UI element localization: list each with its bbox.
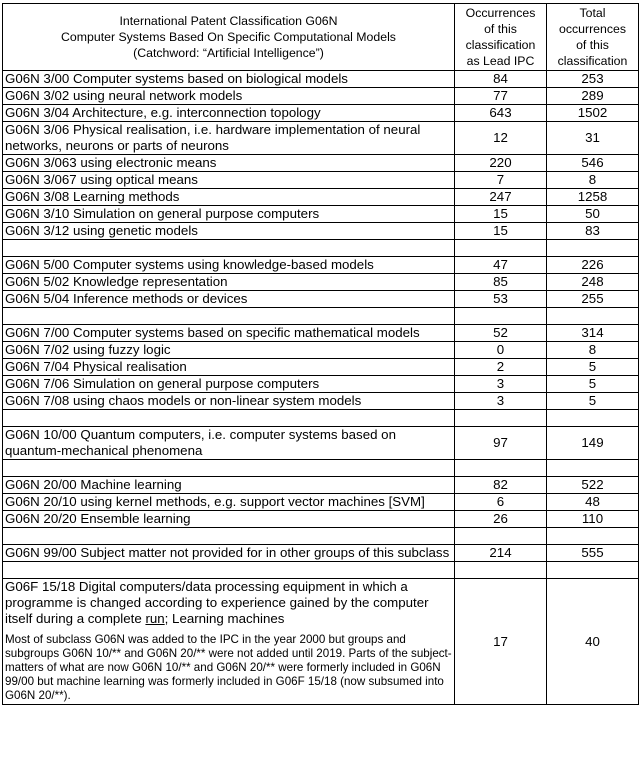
- final-row-main-text: [5, 579, 452, 627]
- row-desc: G06N 10/00 Quantum computers, i.e. computer systems based on quantum-mechanical phenomena: [3, 427, 455, 460]
- spacer-cell: [455, 460, 547, 477]
- row-desc: G06N 20/20 Ensemble learning: [3, 511, 455, 528]
- row-desc: G06N 3/02 using neural network models: [3, 88, 455, 105]
- final-row-note: Most of subclass G06N was added to the IPC in the year 2000 but groups and subgroups G06N 10/** and G06N 20/** were not added until 2019. Parts of the subject-matters of what are now G06N 10/** and G06N 20/** were formerly included in G06N 99/00 but machine learning was formerly included in G06F 15/18 (now subsumed into G06N 20/**).: [5, 633, 452, 702]
- row-lead: 77: [455, 88, 547, 105]
- final-desc-underlined: run: [145, 611, 165, 626]
- ipc-table-wrapper: [2, 3, 639, 705]
- final-row-desc: [3, 579, 455, 705]
- table-row: [3, 122, 639, 155]
- header-lead-line: of this: [484, 22, 517, 36]
- header-title-line: International Patent Classification G06N: [119, 14, 338, 28]
- table-row: [3, 105, 639, 122]
- row-lead: 17: [455, 579, 547, 705]
- table-row: [3, 155, 639, 172]
- final-desc-tail: ; Learning machines: [164, 611, 285, 626]
- header-lead-line: Occurrences: [465, 6, 536, 20]
- row-desc: G06N 7/08 using chaos models or non-linear system models: [3, 393, 455, 410]
- ipc-classification-table: [2, 3, 639, 705]
- header-total-cell: [547, 4, 639, 71]
- row-desc: G06N 3/00 Computer systems based on biological models: [3, 71, 455, 88]
- row-lead: 247: [455, 189, 547, 206]
- table-row: [3, 477, 639, 494]
- row-lead: 7: [455, 172, 547, 189]
- spacer-cell: [455, 410, 547, 427]
- row-total: 1258: [547, 189, 639, 206]
- spacer-row: [3, 562, 639, 579]
- row-total: 8: [547, 172, 639, 189]
- spacer-cell: [455, 308, 547, 325]
- header-total-line: occurrences: [559, 22, 626, 36]
- row-lead: 26: [455, 511, 547, 528]
- header-lead-line: classification: [465, 38, 536, 52]
- row-total: 149: [547, 427, 639, 460]
- row-desc: G06N 3/10 Simulation on general purpose computers: [3, 206, 455, 223]
- spacer-cell: [455, 528, 547, 545]
- row-lead: 84: [455, 71, 547, 88]
- row-lead: 643: [455, 105, 547, 122]
- row-desc: G06N 3/12 using genetic models: [3, 223, 455, 240]
- row-total: 8: [547, 342, 639, 359]
- table-row: [3, 359, 639, 376]
- row-total: 5: [547, 393, 639, 410]
- row-total: 5: [547, 359, 639, 376]
- row-lead: 97: [455, 427, 547, 460]
- table-row: [3, 206, 639, 223]
- row-lead: 15: [455, 206, 547, 223]
- row-lead: 52: [455, 325, 547, 342]
- header-lead-line: as Lead IPC: [466, 54, 535, 68]
- table-row: [3, 189, 639, 206]
- header-lead-ipc-cell: [455, 4, 547, 71]
- spacer-cell: [547, 240, 639, 257]
- table-row: [3, 88, 639, 105]
- row-desc: G06N 20/00 Machine learning: [3, 477, 455, 494]
- header-total-line: Total: [579, 6, 606, 20]
- row-desc: G06N 3/04 Architecture, e.g. interconnection topology: [3, 105, 455, 122]
- table-row: [3, 545, 639, 562]
- row-total: 40: [547, 579, 639, 705]
- row-lead: 82: [455, 477, 547, 494]
- row-desc: G06N 5/02 Knowledge representation: [3, 274, 455, 291]
- spacer-cell: [547, 410, 639, 427]
- row-total: 5: [547, 376, 639, 393]
- row-desc: G06N 99/00 Subject matter not provided for in other groups of this subclass: [3, 545, 455, 562]
- spacer-cell: [547, 528, 639, 545]
- spacer-row: [3, 308, 639, 325]
- row-desc: G06N 7/00 Computer systems based on specific mathematical models: [3, 325, 455, 342]
- header-title-line: (Catchword: “Artificial Intelligence”): [133, 46, 324, 60]
- header-title-cell: [3, 4, 455, 71]
- spacer-cell: [3, 410, 455, 427]
- spacer-cell: [3, 528, 455, 545]
- row-desc: G06N 5/04 Inference methods or devices: [3, 291, 455, 308]
- row-lead: 3: [455, 393, 547, 410]
- table-row: [3, 376, 639, 393]
- spacer-row: [3, 528, 639, 545]
- table-row: [3, 325, 639, 342]
- table-row: [3, 257, 639, 274]
- header-total-line: classification: [557, 54, 628, 68]
- spacer-row: [3, 460, 639, 477]
- row-desc: G06N 7/02 using fuzzy logic: [3, 342, 455, 359]
- row-lead: 6: [455, 494, 547, 511]
- row-desc: G06N 3/06 Physical realisation, i.e. hardware implementation of neural networks, neurons or parts of neurons: [3, 122, 455, 155]
- row-total: 110: [547, 511, 639, 528]
- spacer-cell: [3, 240, 455, 257]
- table-row: [3, 511, 639, 528]
- row-total: 48: [547, 494, 639, 511]
- table-row: [3, 291, 639, 308]
- row-lead: 53: [455, 291, 547, 308]
- spacer-cell: [547, 562, 639, 579]
- table-header-row: [3, 4, 639, 71]
- spacer-row: [3, 410, 639, 427]
- table-row: [3, 342, 639, 359]
- row-total: 31: [547, 122, 639, 155]
- header-total-line: of this: [576, 38, 609, 52]
- row-lead: 0: [455, 342, 547, 359]
- row-total: 1502: [547, 105, 639, 122]
- final-desc-main: G06F 15/18 Digital computers/data processing equipment in which a programme is changed according to experience gained by the computer itself during a complete: [5, 579, 429, 626]
- spacer-cell: [547, 460, 639, 477]
- table-row-g06f: [3, 579, 639, 705]
- table-row: [3, 172, 639, 189]
- table-row: [3, 427, 639, 460]
- header-title-line: Computer Systems Based On Specific Computational Models: [61, 30, 396, 44]
- row-total: 255: [547, 291, 639, 308]
- row-lead: 220: [455, 155, 547, 172]
- row-total: 248: [547, 274, 639, 291]
- row-desc: G06N 3/067 using optical means: [3, 172, 455, 189]
- row-lead: 47: [455, 257, 547, 274]
- row-total: 314: [547, 325, 639, 342]
- spacer-cell: [547, 308, 639, 325]
- spacer-cell: [3, 460, 455, 477]
- row-total: 226: [547, 257, 639, 274]
- row-total: 522: [547, 477, 639, 494]
- spacer-cell: [3, 308, 455, 325]
- table-row: [3, 393, 639, 410]
- row-desc: G06N 20/10 using kernel methods, e.g. support vector machines [SVM]: [3, 494, 455, 511]
- row-total: 289: [547, 88, 639, 105]
- row-lead: 214: [455, 545, 547, 562]
- row-lead: 2: [455, 359, 547, 376]
- row-total: 546: [547, 155, 639, 172]
- row-desc: G06N 7/06 Simulation on general purpose computers: [3, 376, 455, 393]
- row-desc: G06N 3/063 using electronic means: [3, 155, 455, 172]
- row-lead: 85: [455, 274, 547, 291]
- spacer-cell: [455, 562, 547, 579]
- row-desc: G06N 3/08 Learning methods: [3, 189, 455, 206]
- row-lead: 15: [455, 223, 547, 240]
- row-desc: G06N 7/04 Physical realisation: [3, 359, 455, 376]
- table-row: [3, 274, 639, 291]
- table-row: [3, 494, 639, 511]
- row-total: 253: [547, 71, 639, 88]
- spacer-cell: [455, 240, 547, 257]
- row-total: 555: [547, 545, 639, 562]
- row-total: 50: [547, 206, 639, 223]
- row-desc: G06N 5/00 Computer systems using knowledge-based models: [3, 257, 455, 274]
- spacer-row: [3, 240, 639, 257]
- spacer-cell: [3, 562, 455, 579]
- row-total: 83: [547, 223, 639, 240]
- table-row: [3, 223, 639, 240]
- row-lead: 12: [455, 122, 547, 155]
- table-row: [3, 71, 639, 88]
- row-lead: 3: [455, 376, 547, 393]
